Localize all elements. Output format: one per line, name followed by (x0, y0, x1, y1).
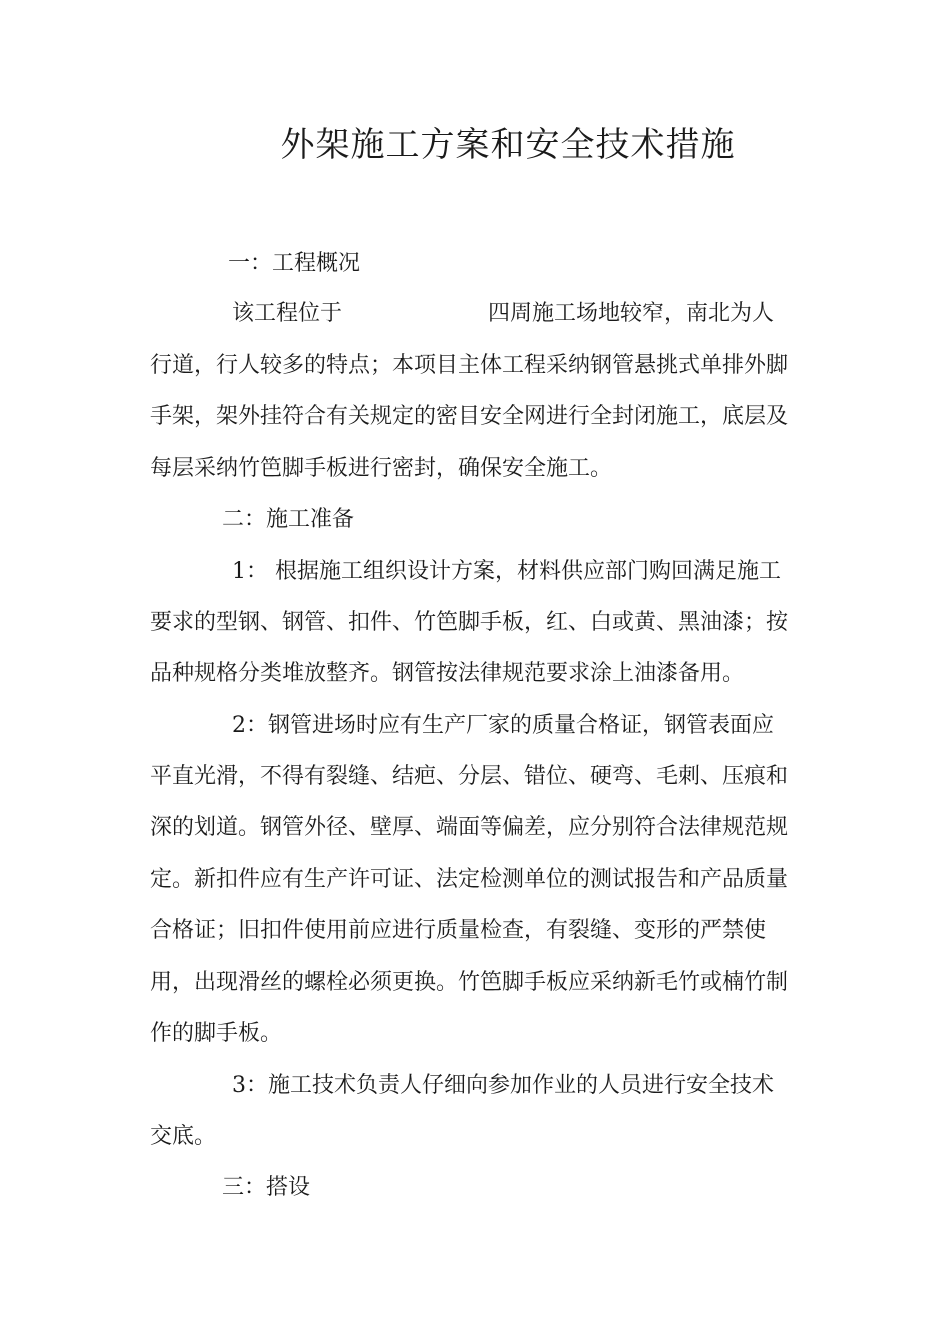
section-heading-erection: 三：搭设 (222, 1175, 311, 1200)
section-heading-overview: 一：工程概况 (228, 251, 361, 276)
paragraph-text: 四周施工场地较窄，南北为人 (488, 301, 775, 326)
paragraph-line: 平直光滑，不得有裂缝、结疤、分层、错位、硬弯、毛刺、压痕和 (150, 764, 789, 789)
paragraph-line: 定。新扣件应有生产许可证、法定检测单位的测试报告和产品质量 (150, 867, 789, 892)
section-heading-preparation: 二：施工准备 (222, 507, 355, 532)
document-title: 外架施工方案和安全技术措施 (280, 125, 736, 165)
paragraph-text: 该工程位于 (232, 301, 343, 326)
paragraph-line: 品种规格分类堆放整齐。钢管按法律规范要求涂上油漆备用。 (150, 661, 745, 686)
paragraph-line: 2：钢管进场时应有生产厂家的质量合格证，钢管表面应 (232, 713, 774, 738)
paragraph-line: 深的划道。钢管外径、壁厚、端面等偏差，应分别符合法律规范规 (150, 815, 789, 840)
paragraph-line: 要求的型钢、钢管、扣件、竹笆脚手板，红、白或黄、黑油漆；按 (150, 610, 789, 635)
paragraph-line: 作的脚手板。 (150, 1021, 283, 1046)
paragraph-line: 每层采纳竹笆脚手板进行密封，确保安全施工。 (150, 456, 613, 481)
paragraph-line: 交底。 (150, 1124, 217, 1149)
paragraph-line: 手架，架外挂符合有关规定的密目安全网进行全封闭施工，底层及 (150, 404, 789, 429)
paragraph-line: 1： 根据施工组织设计方案，材料供应部门购回满足施工 (232, 559, 781, 584)
paragraph-line: 3：施工技术负责人仔细向参加作业的人员进行安全技术 (232, 1073, 774, 1098)
paragraph-line (232, 298, 774, 330)
paragraph-line: 行道，行人较多的特点；本项目主体工程采纳钢管悬挑式单排外脚 (150, 353, 789, 378)
paragraph-line: 合格证；旧扣件使用前应进行质量检查，有裂缝、变形的严禁使 (150, 918, 767, 943)
paragraph-line: 用，出现滑丝的螺栓必须更换。竹笆脚手板应采纳新毛竹或楠竹制 (150, 970, 789, 995)
